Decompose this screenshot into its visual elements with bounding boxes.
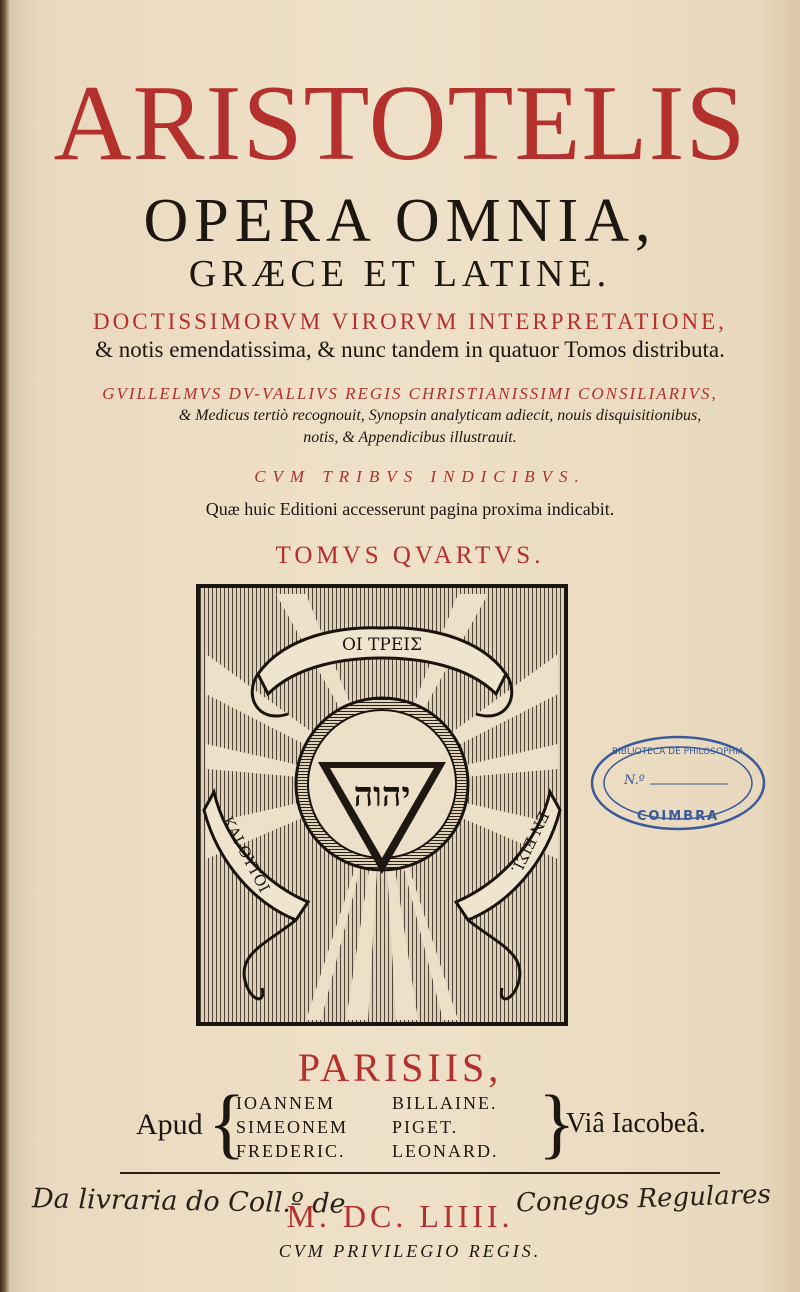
subtitle-line-2: & notis emendatissima, & nunc tandem in quatuor Tomos distributa. — [95, 337, 725, 362]
imprint-place: PARISIIS, — [297, 1045, 503, 1090]
publisher-first-name: IOANNEM — [236, 1093, 335, 1113]
publisher-last-name: LEONARD. — [392, 1141, 499, 1161]
privilege-line: CVM PRIVILEGIO REGIS. — [278, 1241, 542, 1261]
stamp-top-text: BIBLIOTECA DE PHILOSOPHIA — [611, 747, 745, 757]
imprint-apud: Apud — [136, 1108, 203, 1141]
trinity-emblem — [196, 584, 568, 1026]
editor-line-3: notis, & Appendicibus illustrauit. — [303, 429, 517, 446]
handwritten-inscription-left: Da livraria do Coll.º de — [31, 1183, 346, 1220]
title-line-3: GRÆCE ET LATINE. — [188, 253, 612, 295]
banner-top-text: ΟΙ ΤΡΕΙΣ — [342, 635, 422, 655]
handwritten-inscription-right: Conegos Regulares — [515, 1179, 772, 1219]
publisher-first-name: SIMEONEM — [236, 1117, 349, 1137]
publisher-row — [236, 1094, 497, 1112]
publisher-last-name: PIGET. — [392, 1117, 459, 1137]
imprint-street: Viâ Iacobeâ. — [566, 1108, 706, 1139]
imprint-rule — [120, 1172, 720, 1174]
indices-line: CVM TRIBVS INDICIBVS. — [254, 467, 586, 486]
banner-left-text: ΚΑΙ ΟΥΤΟΙ — [218, 813, 274, 896]
volume-line: TOMVS QVARTVS. — [275, 542, 545, 569]
stamp-city: COIMBRA — [636, 809, 720, 824]
right-brace: } — [538, 1079, 576, 1166]
publisher-first-name: FREDERIC. — [236, 1141, 346, 1161]
subtitle-line-1: DOCTISSIMORVM VIRORVM INTERPRETATIONE, — [93, 309, 727, 334]
publication-date: M. DC. LIIII. — [286, 1198, 514, 1234]
stamp-number-label: N.º — [624, 773, 645, 788]
publisher-last-name: BILLAINE. — [392, 1093, 498, 1113]
publisher-row — [236, 1118, 458, 1136]
editor-line-1: GVILLELMVS DV-VALLIVS REGIS CHRISTIANISSIMI CONSILIARIVS, — [102, 384, 718, 403]
library-stamp — [588, 732, 768, 834]
title-line-1: ARISTOTELIS — [53, 64, 747, 183]
editor-line-2: & Medicus tertiò recognouit, Synopsin analyticam adiecit, nouis disquisitionibus, — [178, 407, 702, 424]
publisher-row — [236, 1142, 499, 1160]
tetragrammaton: יהוה — [353, 775, 411, 815]
note-line: Quæ huic Editioni accesserunt pagina proxima indicabit. — [205, 499, 615, 519]
title-line-2: OPERA OMNIA, — [143, 187, 657, 255]
banner-right-text: ΕΝ ΕΙΣΙ. — [507, 808, 553, 877]
left-brace: { — [208, 1079, 246, 1166]
